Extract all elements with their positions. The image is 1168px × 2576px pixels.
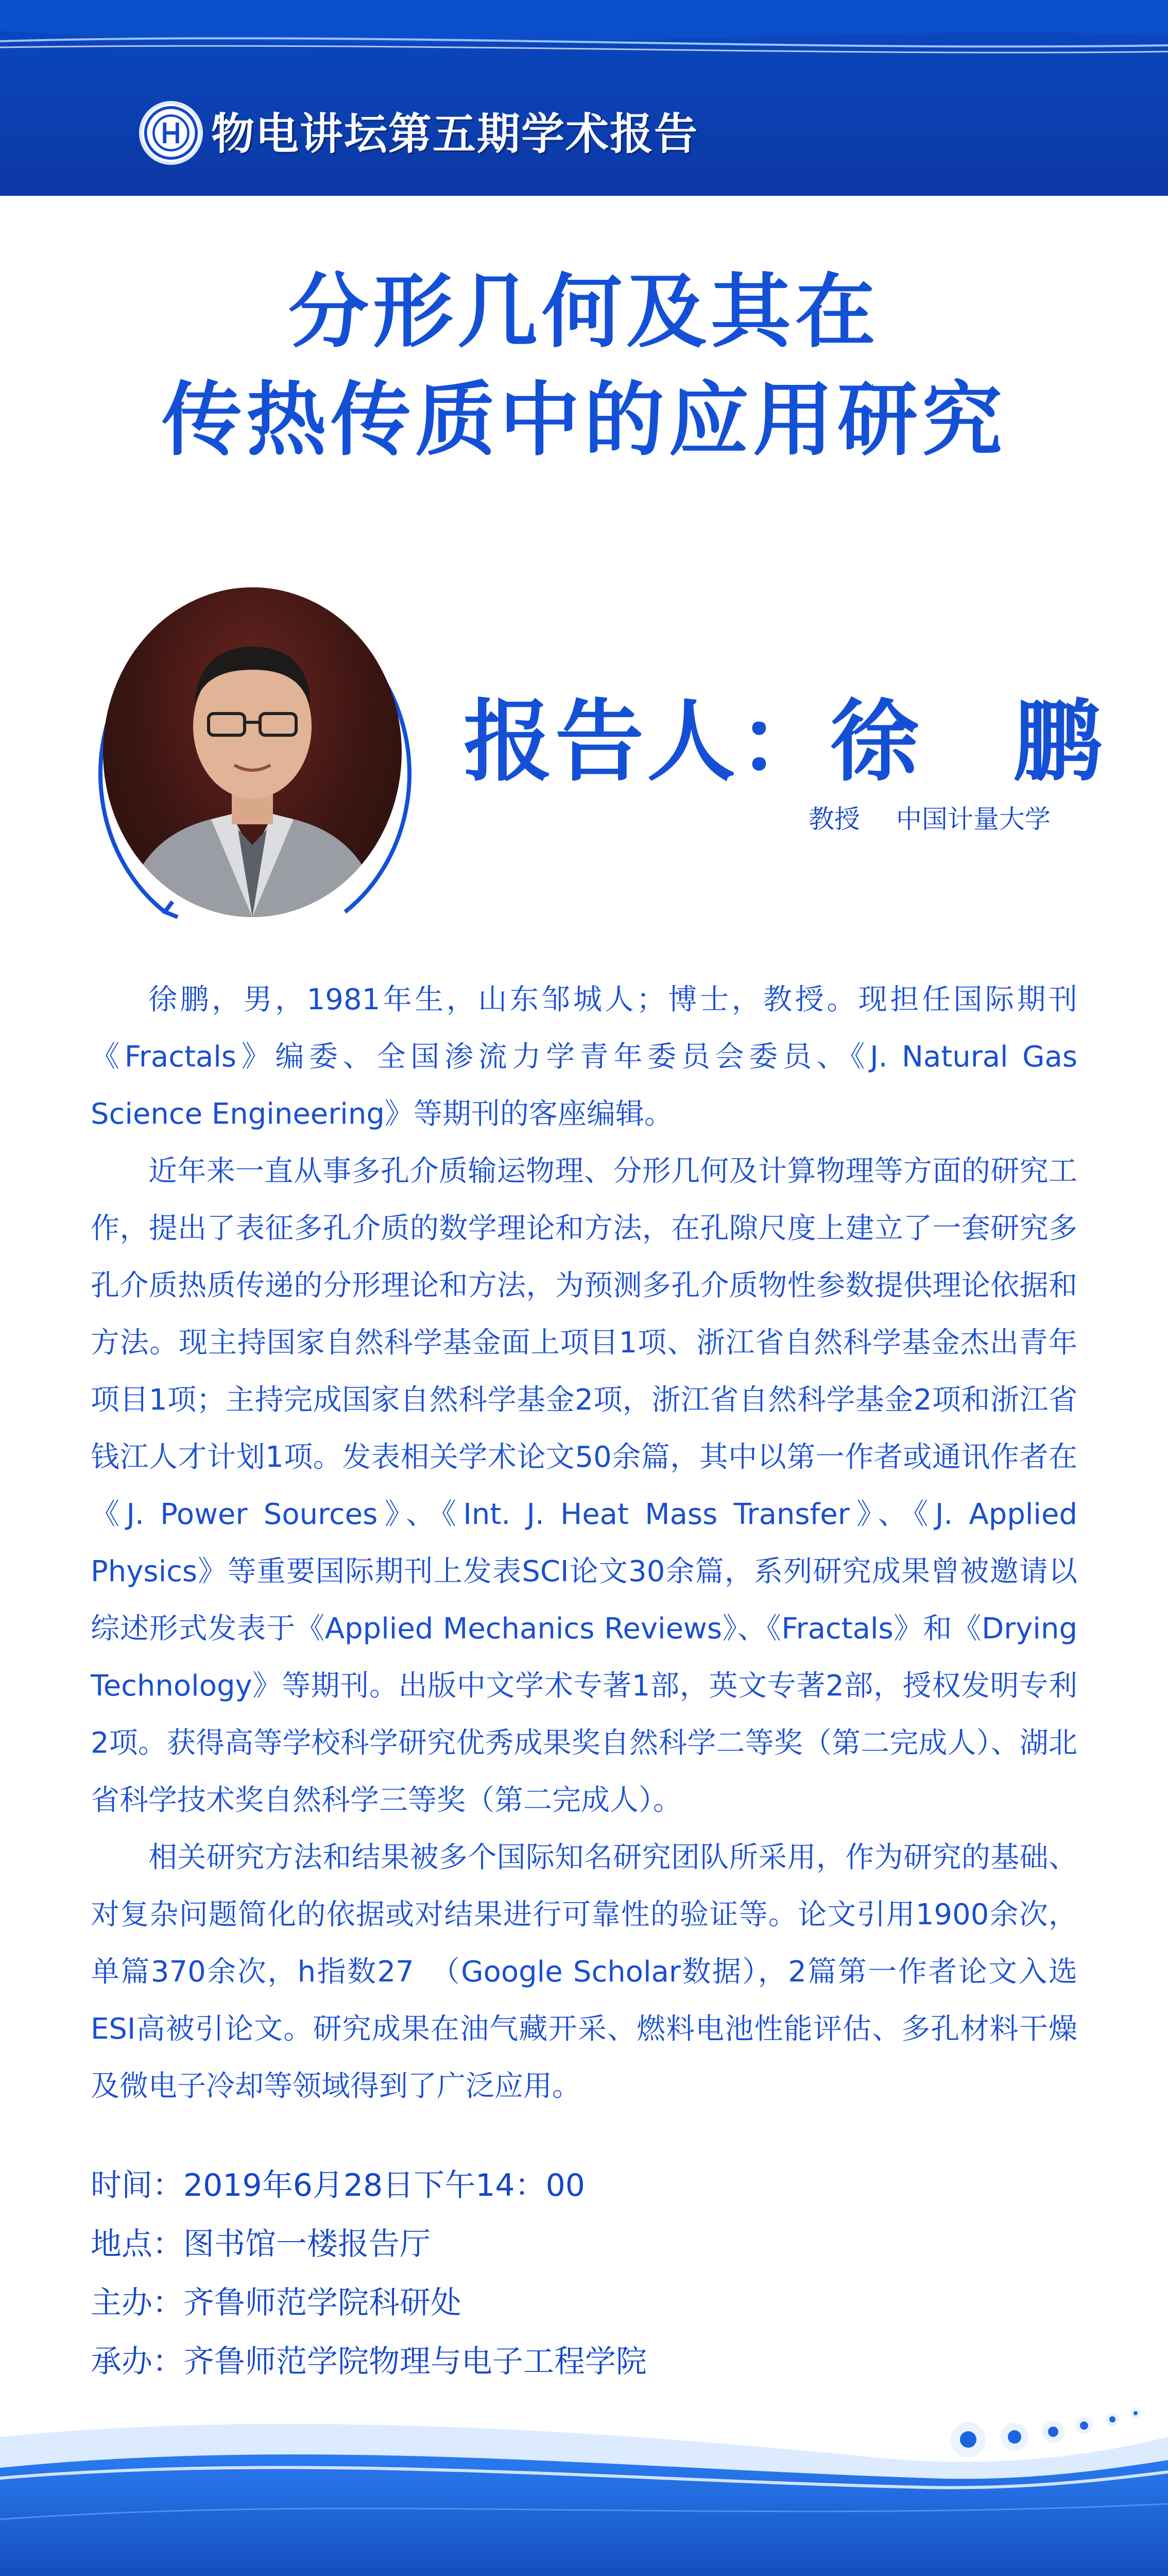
speaker-position: 教授 (809, 804, 860, 834)
school-logo (139, 101, 203, 165)
header-title: 物电讲坛第五期学术报告 (211, 109, 699, 159)
bio-paragraph-3: 相关研究方法和结果被多个国际知名研究团队所采用，作为研究的基础、对复杂问题简化的依据或对结果进行可靠性的验证等。论文引用1900余次，单篇370余次，h指数27 （Google Scholar数据），2篇第一作者论文入选ESI高被引论文。研究成果在油气藏开采、燃料电池性能评估、多孔材料干燥及微电子冷却等领域得到了广泛应用。 (91, 1841, 1077, 2103)
header-banner (0, 0, 1168, 196)
header-wave-decoration (0, 0, 1168, 196)
event-organizer: 承办：齐鲁师范学院物理与电子工程学院 (91, 2344, 647, 2380)
speaker-name: 报告人：徐 鹏 (463, 690, 1105, 793)
event-host: 主办：齐鲁师范学院科研处 (91, 2285, 461, 2321)
speaker-affiliation: 中国计量大学 (896, 804, 1051, 834)
speaker-bio (91, 971, 1077, 2115)
lecture-title-line2: 传热传质中的应用研究 (162, 373, 1006, 467)
event-place: 地点：图书馆一楼报告厅 (91, 2226, 431, 2262)
event-time: 时间：2019年6月28日下午14：00 (91, 2167, 585, 2204)
speaker-photo (103, 587, 402, 917)
bio-paragraph-1: 徐鹏，男，1981年生，山东邹城人；博士，教授。现担任国际期刊《Fractals》编委、全国渗流力学青年委员会委员、《J. Natural Gas Science Engineering》等期刊的客座编辑。 (91, 983, 1077, 1131)
footer-wave-decoration (0, 2349, 1168, 2576)
speaker-credentials (809, 799, 1051, 840)
bio-paragraph-2: 近年来一直从事多孔介质输运物理、分形几何及计算物理等方面的研究工作，提出了表征多孔介质的数学理论和方法，在孔隙尺度上建立了一套研究多孔介质热质传递的分形理论和方法，为预测多孔介质物性参数提供理论依据和方法。现主持国家自然科学基金面上项目1项、浙江省自然科学基金杰出青年项目1项；主持完成国家自然科学基金2项，浙江省自然科学基金2项和浙江省钱江人才计划1项。发表相关学术论文50余篇，其中以第一作者或通讯作者在《J. Power Sources》、《Int. J. Heat Mass Transfer》、《J. Applied Physics》等重要国际期刊上发表SCI论文30余篇，系列研究成果曾被邀请以综述形式发表于《Applied Mechanics Reviews》、《Fractals》和《Drying Technology》等期刊。出版中文学术专著1部，英文专著2部，授权发明专利2项。获得高等学校科学研究优秀成果奖自然科学二等奖（第二完成人）、湖北省科学技术奖自然科学三等奖（第二完成人）。 (91, 1155, 1077, 1817)
lecture-title (0, 258, 1168, 474)
lecture-title-line1: 分形几何及其在 (288, 265, 880, 359)
